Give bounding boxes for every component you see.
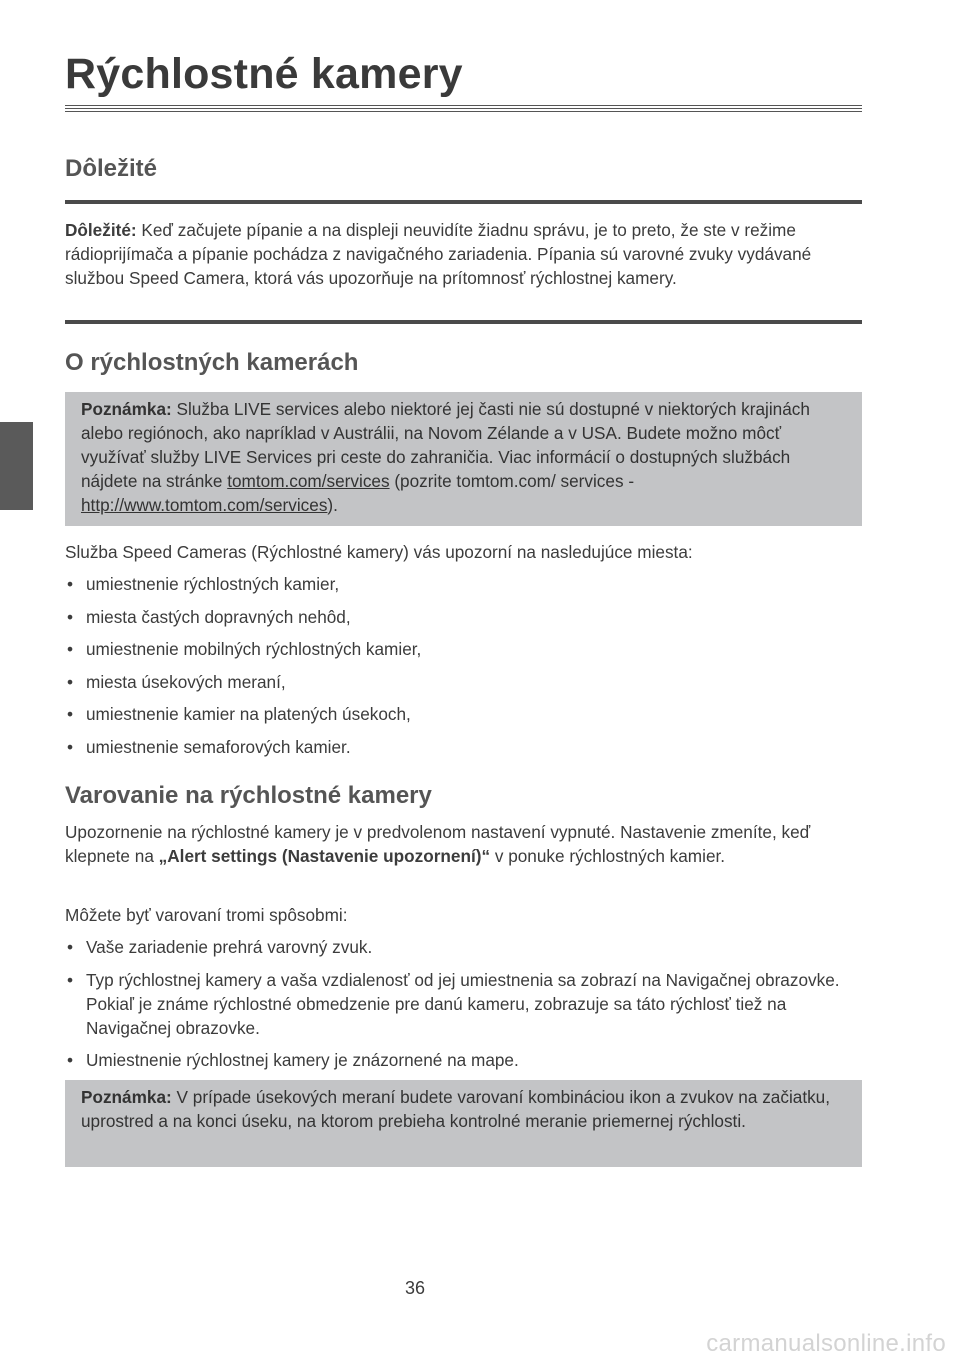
list-item: • umiestnenie semaforových kamier. [65, 735, 862, 759]
note-box-live-services [65, 392, 862, 526]
list-item: • miesta častých dopravných nehôd, [65, 605, 862, 629]
note-text: ). [327, 495, 338, 515]
note-box-section-control [65, 1080, 862, 1167]
warning-text: v ponuke rýchlostných kamier. [490, 846, 726, 866]
warning-text: Upozornenie na rýchlostné kamery je v predvolenom nastavení vypnuté. Nastavenie zmeníte, keď klepnete na [65, 822, 811, 866]
important-top-rule [65, 200, 862, 204]
important-label: Dôležité: [65, 220, 137, 240]
important-bottom-rule [65, 320, 862, 324]
list-item: • umiestnenie kamier na platených úsekoch, [65, 702, 862, 726]
note-label: Poznámka: [81, 399, 172, 419]
about-intro: Služba Speed Cameras (Rýchlostné kamery) vás upozorní na nasledujúce miesta: [65, 542, 693, 562]
list-item: • umiestnenie mobilných rýchlostných kamier, [65, 637, 862, 661]
warning-ways-intro: Môžete byť varovaní tromi spôsobmi: [65, 905, 348, 925]
chapter-side-tab [0, 422, 33, 510]
page-title: Rýchlostné kamery [65, 50, 463, 98]
heading-warning: Varovanie na rýchlostné kamery [65, 782, 432, 809]
page-number: 36 [404, 1278, 426, 1298]
list-item: • Vaše zariadenie prehrá varovný zvuk. [65, 935, 862, 959]
link-tomtom-services[interactable]: tomtom.com/services [227, 471, 390, 491]
heading-about: O rýchlostných kamerách [65, 349, 359, 376]
list-item: • Typ rýchlostnej kamery a vaša vzdialenosť od jej umiestnenia sa zobrazí na Navigačnej obrazovke. Pokiaľ je známe rýchlostné obmedzenie pre danú kameru, zobrazuje sa táto rýchlosť tiež na Navigačnej obrazovke. [65, 968, 862, 1040]
link-tomtom-services-url[interactable]: http://www.tomtom.com/services [81, 495, 328, 515]
watermark: carmanualsonline.info [706, 1330, 946, 1357]
important-paragraph [65, 218, 862, 290]
list-item: • miesta úsekových meraní, [65, 670, 862, 694]
title-rule [65, 105, 862, 112]
heading-important: Dôležité [65, 155, 158, 182]
note-text: Služba LIVE services alebo niektoré jej časti nie sú dostupné v niektorých krajinách alebo regiónoch, ako napríklad v Austrálii, na Novom Zélande a v USA. Budete možno môcť využívať služby LIVE Services pri ceste do zahraničia. Viac informácií o dostupných službách nájdete na stránke [81, 399, 810, 491]
important-text: Keď začujete pípanie a na displeji neuvidíte žiadnu správu, je to preto, že ste v režime rádioprijímača a pípanie pochádza z navigačného zariadenia. Pípania sú varovné zvuky vydávané službou Speed Camera, ktorá vás upozorňuje na prítomnosť rýchlostnej kamery. [65, 220, 812, 288]
note-text: V prípade úsekových meraní budete varovaní kombináciou ikon a zvukov na začiatku, uprostred a na konci úseku, na ktorom prebieha kontrolné meranie priemernej rýchlosti. [81, 1087, 831, 1131]
note-label: Poznámka: [81, 1087, 172, 1107]
list-item: • umiestnenie rýchlostných kamier, [65, 572, 862, 596]
camera-location-list [65, 572, 862, 767]
note-text: (pozrite tomtom.com/ services - [389, 471, 635, 491]
alert-settings-label: „Alert settings (Nastavenie upozornení)“ [158, 846, 491, 866]
warning-paragraph [65, 820, 862, 868]
warning-ways-list [65, 935, 862, 1081]
list-item: • Umiestnenie rýchlostnej kamery je znázornené na mape. [65, 1048, 862, 1072]
